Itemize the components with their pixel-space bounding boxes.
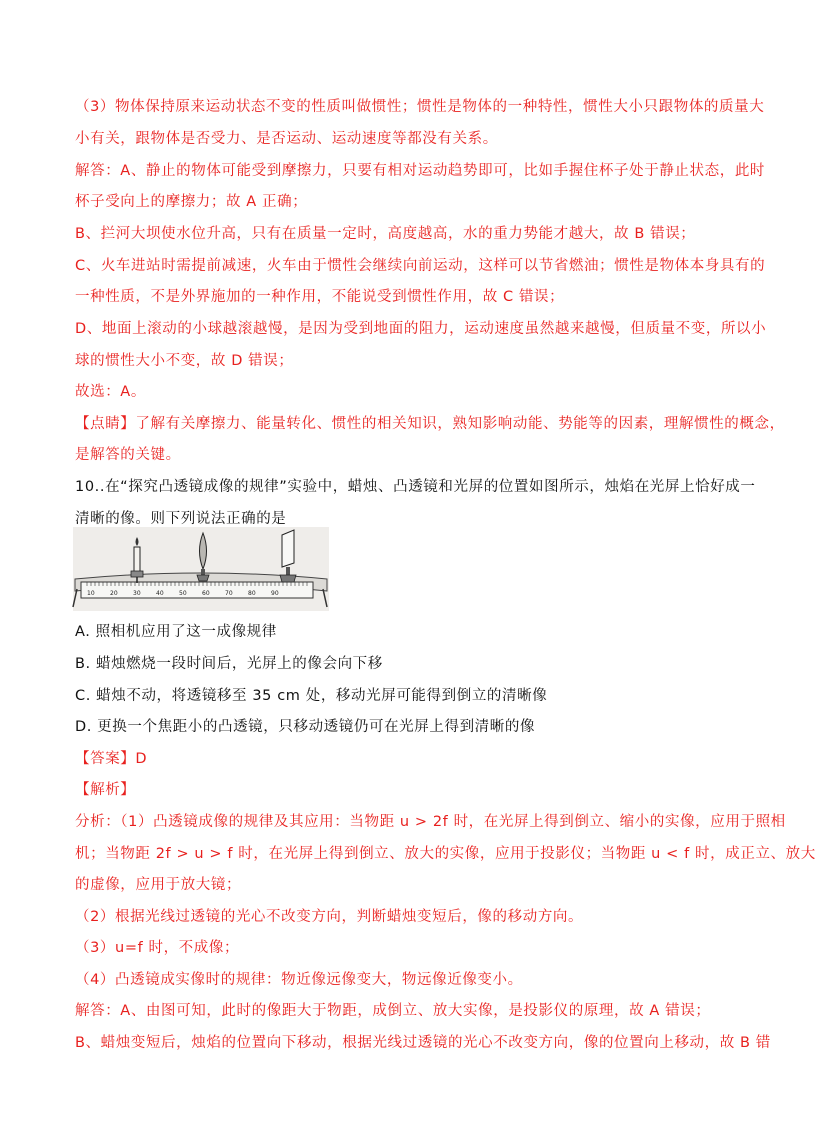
analysis-p3-line2: 小有关，跟物体是否受力、是否运动、运动速度等都没有关系。 — [75, 131, 498, 147]
jieda-line1: 解答：A、静止的物体可能受到摩擦力，只要有相对运动趋势即可，比如手握住杯子处于静止状态，此时 — [75, 163, 766, 179]
fenxi-p2: （2）根据光线过透镜的光心不改变方向，判断蜡烛变短后，像的移动方向。 — [75, 909, 584, 925]
choice-line: 故选：A。 — [75, 384, 146, 400]
fenxi-p3: （3）u=f 时，不成像； — [75, 940, 240, 956]
optical-bench-figure — [73, 527, 329, 611]
jiexi-title: 【解析】 — [75, 782, 136, 798]
ruler-tick-label: 40 — [156, 590, 164, 597]
optical-bench-svg — [73, 527, 329, 611]
fenxi-line1: 分析：（1）凸透镜成像的规律及其应用：当物距 u > 2f 时，在光屏上得到倒立、缩小的实像，应用于照相 — [75, 814, 786, 830]
analysis-p3-line1: （3）物体保持原来运动状态不变的性质叫做惯性；惯性是物体的一种特性，惯性大小只跟物体的质量大 — [75, 99, 765, 115]
jieda-d-line2: 球的惯性大小不变，故 D 错误； — [75, 353, 294, 369]
ruler-tick-label: 90 — [271, 590, 279, 597]
jieda-line2: 杯子受向上的摩擦力；故 A 正确； — [75, 194, 308, 210]
fenxi-p4: （4）凸透镜成实像时的规律：物近像远像变大，物远像近像变小。 — [75, 972, 523, 988]
jieda-d-line1: D、地面上滚动的小球越滚越慢，是因为受到地面的阻力，运动速度虽然越来越慢，但质量不变，所以小 — [75, 321, 767, 337]
answer-line: 【答案】D — [75, 751, 148, 767]
option-d: D. 更换一个焦距小的凸透镜，只移动透镜仍可在光屏上得到清晰的像 — [75, 719, 536, 735]
option-a: A. 照相机应用了这一成像规律 — [75, 624, 277, 640]
ruler-tick-label: 50 — [179, 590, 187, 597]
jieda-a-line: 解答：A、由图可知，此时的像距大于物距，成倒立、放大实像，是投影仪的原理，故 A 错误； — [75, 1003, 711, 1019]
ruler-tick-label: 80 — [248, 590, 256, 597]
ruler-tick-label: 60 — [202, 590, 210, 597]
question10-stem-line1: 10..在“探究凸透镜成像的规律”实验中，蜡烛、凸透镜和光屏的位置如图所示，烛焰在光屏上恰好成一 — [75, 479, 756, 495]
fenxi-line3: 的虚像，应用于放大镜； — [75, 877, 242, 893]
ruler-tick-label: 10 — [87, 590, 95, 597]
jieda-c-line2: 一种性质，不是外界施加的一种作用，不能说受到惯性作用，故 C 错误； — [75, 289, 565, 305]
ruler-tick-label: 30 — [133, 590, 141, 597]
dianjing-line1: 【点睛】了解有关摩擦力、能量转化、惯性的相关知识，熟知影响动能、势能等的因素，理解惯性的概念， — [75, 416, 785, 432]
dianjing-line2: 是解答的关键。 — [75, 447, 181, 463]
jieda-b-line: B、拦河大坝使水位升高，只有在质量一定时，高度越高，水的重力势能才越大，故 B 错误； — [75, 226, 696, 242]
option-c: C. 蜡烛不动，将透镜移至 35 cm 处，移动光屏可能得到倒立的清晰像 — [75, 688, 548, 704]
jieda-c-line1: C、火车进站时需提前减速，火车由于惯性会继续向前运动，这样可以节省燃油；惯性是物体本身具有的 — [75, 258, 766, 274]
ruler-tick-label: 20 — [110, 590, 118, 597]
ruler-tick-labels — [87, 590, 279, 597]
ruler-tick-label: 70 — [225, 590, 233, 597]
jieda-b-line2: B、蜡烛变短后，烛焰的位置向下移动，根据光线过透镜的光心不改变方向，像的位置向上移动，故 B 错 — [75, 1035, 771, 1051]
fenxi-line2: 机；当物距 2f > u > f 时，在光屏上得到倒立、放大的实像，应用于投影仪；当物距 u < f 时，成正立、放大 — [75, 846, 816, 862]
option-b: B. 蜡烛燃烧一段时间后，光屏上的像会向下移 — [75, 656, 383, 672]
question10-stem-line2: 清晰的像。则下列说法正确的是 — [75, 511, 287, 527]
